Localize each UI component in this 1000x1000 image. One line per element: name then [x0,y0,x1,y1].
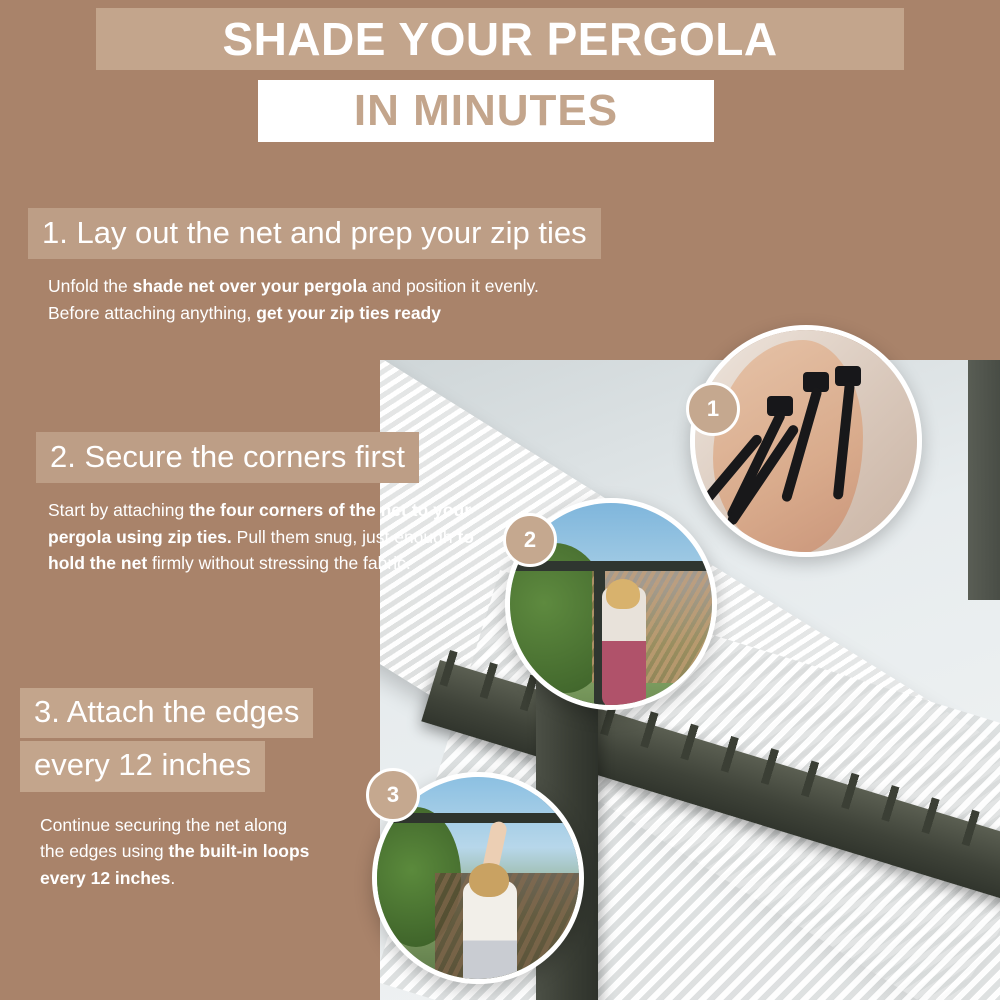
step-3-body-run-1: Continue securing the net along the edges using [40,814,288,862]
step-3-title-line-1: 3. Attach the edges [20,688,313,738]
step-1-title: 1. Lay out the net and prep your zip ties [28,208,601,259]
step-2-number-badge: 2 [503,513,557,567]
step-2-body-run-4: to hold the net [48,526,475,574]
step-3-number-badge: 3 [366,768,420,822]
step-2-body-run-3: Pull them snug, just enough [231,526,458,547]
headline-line-2: IN MINUTES [353,86,619,135]
step-2-body-run-1: Start by attaching [48,500,190,521]
step-3-body-run-2: the built-in loops every 12 inches [40,841,310,888]
headline-band-primary [96,8,904,70]
step-2 [28,432,548,577]
step-1-body-run-3: and position it evenly. Before attaching anything, [48,276,539,323]
step-2-body-run-5: firmly without stressing the fabric. [147,553,411,574]
headline-line-1: SHADE YOUR PERGOLA [222,13,778,65]
step-1-body-run-1: Unfold the [48,276,133,297]
step-1-body [48,273,553,326]
person-hair [606,579,640,609]
step-3-body-run-3: . [170,867,176,888]
person-hair [469,863,509,897]
step-2-title: 2. Secure the corners first [36,432,419,483]
headline-band-secondary [258,80,714,142]
pergola-post-secondary [968,360,1000,600]
step-1-image-zip-ties [690,325,922,557]
step-1-body-run-4: get your zip ties ready [256,302,441,323]
step-2-body [48,497,510,577]
step-3-title-line-2: every 12 inches [20,741,265,791]
step-2-body-run-2: the four corners of the net to your pergola using zip ties. [48,500,472,547]
step-1-body-run-2: shade net over your pergola [132,276,368,297]
step-1-number-badge: 1 [686,382,740,436]
step-1 [28,208,798,326]
step-3-body [40,812,312,892]
